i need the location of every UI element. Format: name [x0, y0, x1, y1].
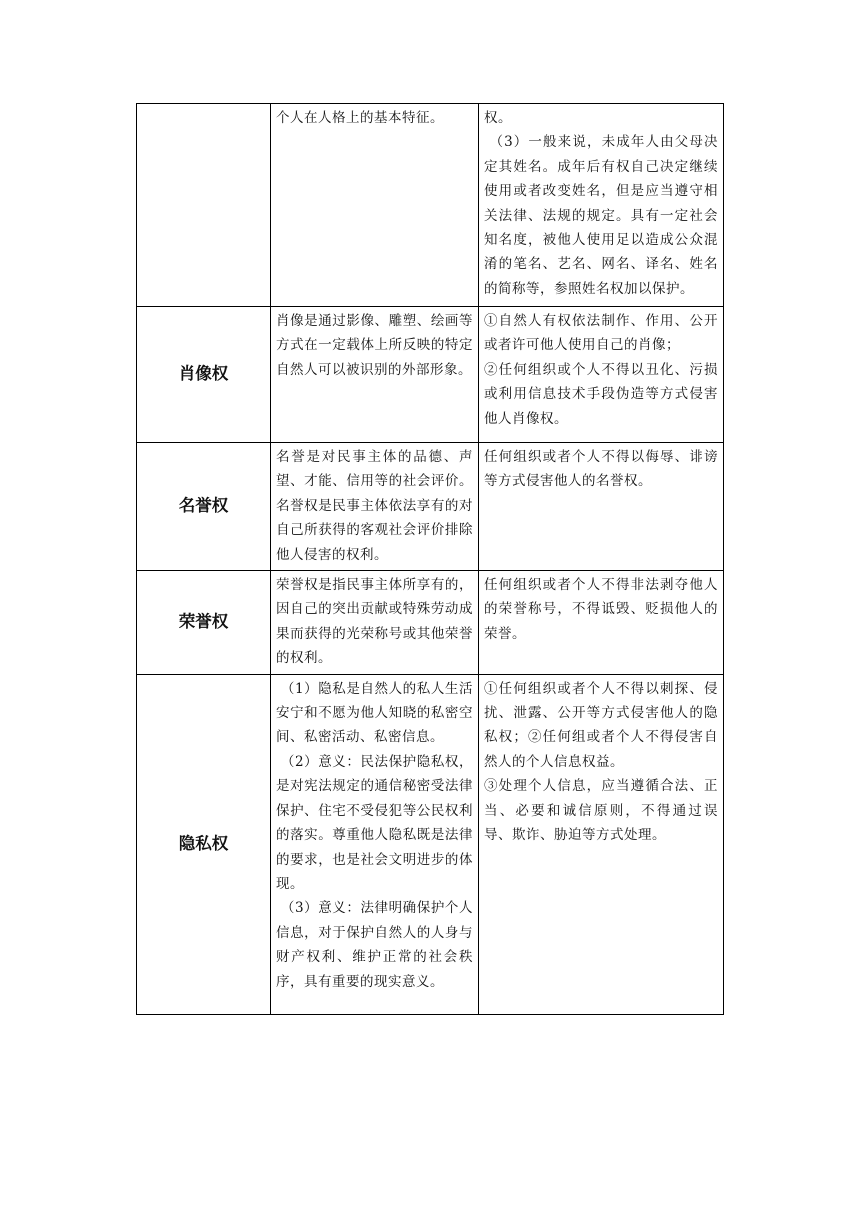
- table-row-portrait-right: [137, 307, 724, 443]
- rights-table: [136, 103, 724, 1015]
- definition-paragraph: （3）意义：法律明确保护个人信息，对于保护自然人的人身与财产权利、维护正常的社会秩序，具有重要的现实意义。: [276, 900, 473, 990]
- table-row-privacy-right: [137, 674, 724, 1014]
- definition-paragraph: 个人在人格上的基本特征。: [276, 110, 444, 126]
- protection-cell: [479, 443, 724, 571]
- protection-paragraph: ①任何组织或者个人不得以刺探、侵扰、泄露、公开等方式侵害他人的隐私权；②任何组或者个人不得侵害自然人的个人信息权益。: [484, 680, 718, 770]
- definition-paragraph: （1）隐私是自然人的私人生活安宁和不愿为他人知晓的私密空间、私密活动、私密信息。: [276, 680, 473, 746]
- definition-cell: [271, 674, 479, 1014]
- protection-cell: [479, 307, 724, 443]
- definition-cell: [271, 104, 479, 307]
- protection-cell: [479, 674, 724, 1014]
- table-row-reputation-right: [137, 443, 724, 571]
- right-name-honor: 荣誉权: [137, 571, 271, 675]
- right-name-reputation: 名誉权: [137, 443, 271, 571]
- protection-cell: [479, 571, 724, 675]
- definition-paragraph: 肖像是通过影像、雕塑、绘画等方式在一定载体上所反映的特定自然人可以被识别的外部形象。: [276, 313, 473, 378]
- right-name-privacy: 隐私权: [137, 674, 271, 1014]
- right-name-portrait: 肖像权: [137, 307, 271, 443]
- definition-paragraph: 名誉是对民事主体的品德、声望、才能、信用等的社会评价。名誉权是民事主体依法享有的对自己所获得的客观社会评价排除他人侵害的权利。: [276, 449, 473, 563]
- definition-paragraph: 荣誉权是指民事主体所享有的，因自己的突出贡献或特殊劳动成果而获得的光荣称号或其他荣誉的权利。: [276, 577, 473, 667]
- protection-paragraph: 任何组织或者个人不得非法剥夺他人的荣誉称号，不得诋毁、贬损他人的荣誉。: [484, 577, 718, 642]
- protection-paragraph: ②任何组织或个人不得以丑化、污损或利用信息技术手段伪造等方式侵害他人肖像权。: [484, 361, 718, 427]
- table-row-honor-right: [137, 571, 724, 675]
- right-name-cell: [137, 104, 271, 307]
- definition-paragraph: （2）意义：民法保护隐私权，是对宪法规定的通信秘密受法律保护、住宅不受侵犯等公民权利的落实。尊重他人隐私既是法律的要求，也是社会文明进步的体现。: [276, 753, 473, 892]
- definition-cell: [271, 307, 479, 443]
- protection-paragraph: ③处理个人信息，应当遵循合法、正当、必要和诚信原则，不得通过误导、欺诈、胁迫等方式处理。: [484, 778, 718, 844]
- protection-cell: [479, 104, 724, 307]
- protection-paragraph: 任何组织或者个人不得以侮辱、诽谤等方式侵害他人的名誉权。: [484, 449, 718, 490]
- protection-paragraph: ①自然人有权依法制作、作用、公开或者许可他人使用自己的肖像；: [484, 313, 718, 354]
- protection-paragraph: （3）一般来说，未成年人由父母决定其姓名。成年后有权自己决定继续使用或者改变姓名，但是应当遵守相关法律、法规的规定。具有一定社会知名度，被他人使用足以造成公众混淆的笔名、艺名、网名、译名、姓名的简称等，参照姓名权加以保护。: [484, 134, 719, 297]
- protection-paragraph: 权。: [484, 110, 512, 126]
- definition-cell: [271, 443, 479, 571]
- table-row-name-right-continued: [137, 104, 724, 307]
- definition-cell: [271, 571, 479, 675]
